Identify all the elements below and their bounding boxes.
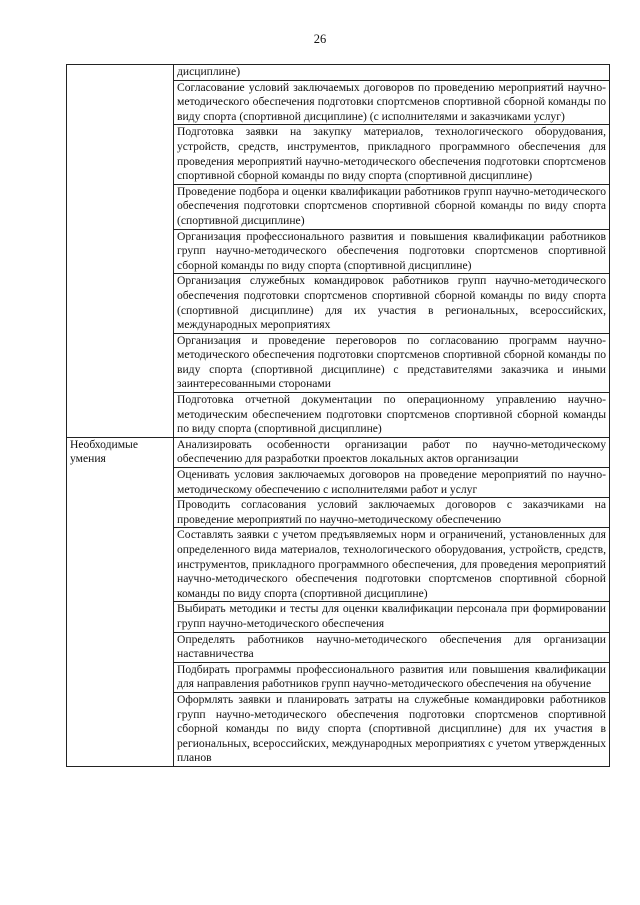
labor-action-cell: Проведение подбора и оценки квалификации работников групп научно-методического обеспечения подготовки спортсменов спортивной сборной команды по виду спорта (спортивной дисциплине) [174, 184, 610, 229]
labor-action-cell: Организация профессионального развития и повышения квалификации работников групп научно-методического обеспечения подготовки спортсменов спортивной сборной команды по виду спорта (спортивной дисциплине) [174, 229, 610, 274]
skill-cell: Оформлять заявки и планировать затраты на служебные командировки работников групп научно-методического обеспечения подготовки спортсменов спортивной сборной команды по виду спорта (спортивной дисциплине) для их участия в региональных, всероссийских, международных мероприятиях с учетом утвержденных планов [174, 692, 610, 766]
skill-cell: Проводить согласования условий заключаемых договоров с заказчиками на проведение мероприятий по научно-методическому обеспечению [174, 498, 610, 528]
labor-action-cell: Подготовка отчетной документации по операционному управлению научно-методическим обеспечением подготовки спортсменов спортивной сборной команды по виду спорта (спортивной дисциплине) [174, 393, 610, 438]
skill-cell: Определять работников научно-методического обеспечения для организации наставничества [174, 632, 610, 662]
skill-cell: Составлять заявки с учетом предъявляемых норм и ограничений, установленных для определенного вида материалов, технологического оборудования, устройств, средств, инструментов, прикладного программного обеспечения, для проведения мероприятий научно-методического обеспечения подготовки спортсменов спортивной сборной команды по виду спорта (спортивной дисциплине) [174, 528, 610, 602]
labor-action-cell: Организация служебных командировок работников групп научно-методического обеспечения подготовки спортсменов спортивной сборной команды по виду спорта (спортивной дисциплине) для их участия в региональных, всероссийских, международных мероприятиях [174, 274, 610, 333]
skill-cell: Анализировать особенности организации работ по научно-методическому обеспечению для разработки проектов локальных актов организации [174, 437, 610, 467]
skill-cell: Выбирать методики и тесты для оценки квалификации персонала при формировании групп научно-методического обеспечения [174, 602, 610, 632]
skill-cell: Подбирать программы профессионального развития или повышения квалификации для направления работников групп научно-методического обеспечения на обучение [174, 662, 610, 692]
table-row [67, 437, 610, 467]
requirements-table [66, 64, 610, 767]
skills-label-cell: Необходимые умения [67, 437, 174, 766]
page-number: 26 [313, 32, 327, 46]
labor-action-cell: Организация и проведение переговоров по согласованию программ научно-методического обеспечения подготовки спортсменов спортивной сборной команды по виду спорта (спортивной дисциплине) с представителями заказчика и иными заинтересованными сторонами [174, 333, 610, 392]
labor-action-cell: Согласование условий заключаемых договоров по проведению мероприятий научно-методического обеспечения подготовки спортсменов спортивной сборной команды по виду спорта (спортивной дисциплине) (с исполнителями и заказчиками услуг) [174, 80, 610, 125]
labor-action-cell: Подготовка заявки на закупку материалов, технологического оборудования, устройств, средств, инструментов, прикладного программного обеспечения для проведения мероприятий научно-методического обеспечения подготовки спортсменов спортивной сборной команды по виду спорта (спортивной дисциплине) [174, 125, 610, 184]
labor-action-cell: дисциплине) [174, 65, 610, 81]
skill-cell: Оценивать условия заключаемых договоров на проведение мероприятий по научно-методическому обеспечению с исполнителями работ и услуг [174, 468, 610, 498]
table-row [67, 65, 610, 81]
actions-group-label-cell [67, 65, 174, 438]
